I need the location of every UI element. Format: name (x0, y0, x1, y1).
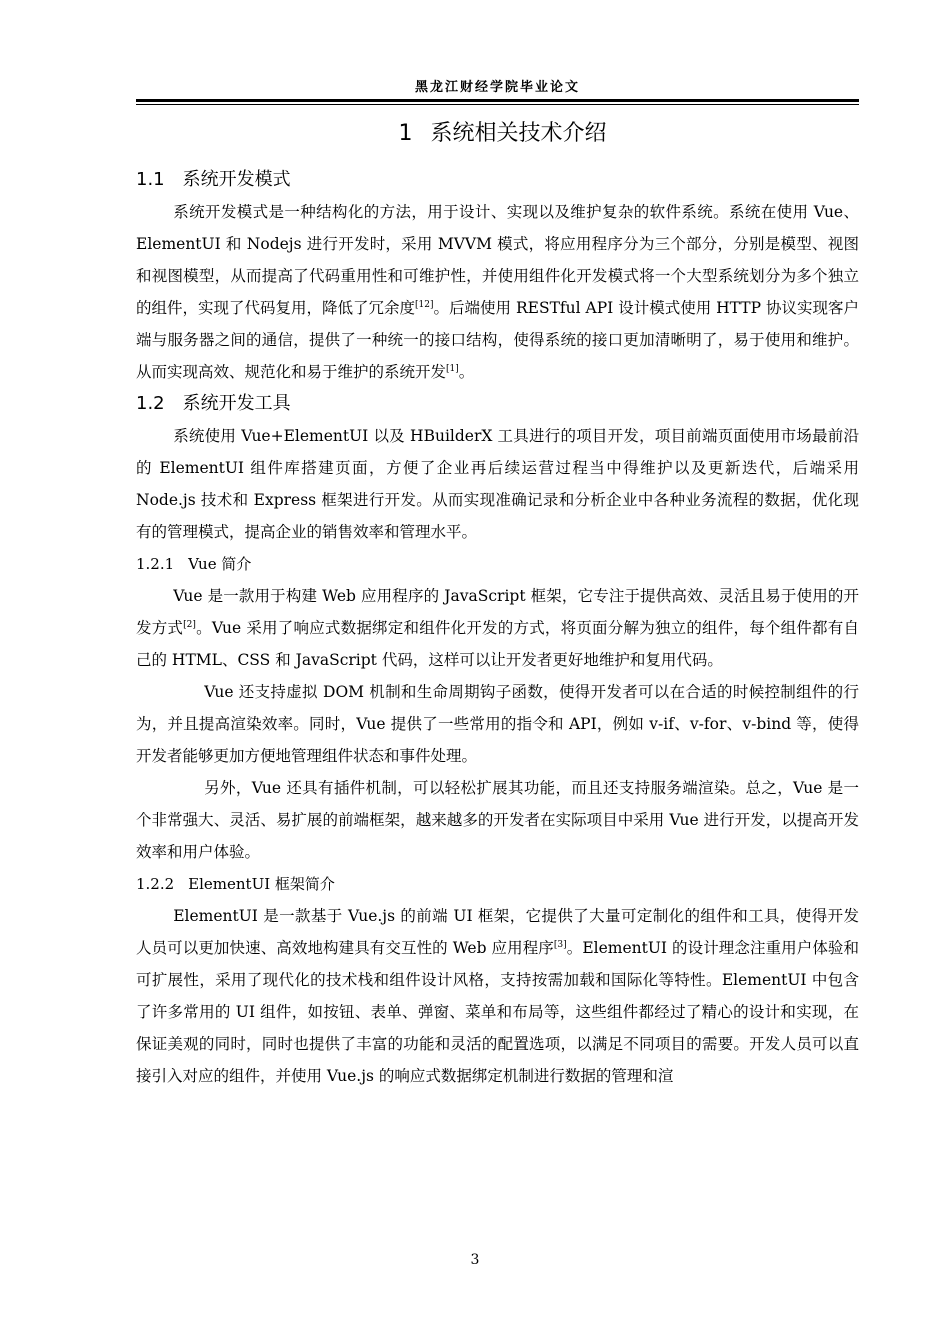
chapter-number: 1 (398, 121, 413, 146)
subsection-title: ElementUI 框架简介 (188, 875, 335, 893)
section-heading-1-1 (136, 164, 859, 196)
subsection-heading-1-2-2 (136, 868, 859, 900)
paragraph-text: ElementUI 是一款基于 Vue.js 的前端 UI 框架，它提供了大量可定制化的组件和工具，使得开发人员可以更加快速、高效地构建具有交互性的 Web 应用程序 (136, 907, 859, 957)
section-number: 1.2 (136, 393, 165, 414)
paragraph-1-2-1-b: Vue 还支持虚拟 DOM 机制和生命周期钩子函数，使得开发者可以在合适的时候控制组件的行为，并且提高渲染效率。同时，Vue 提供了一些常用的指令和 API，例如 v-if、v-for、v-bind 等，使得开发者能够更加方便地管理组件状态和事件处理。 (136, 683, 859, 765)
chapter-title: 系统相关技术介绍 (430, 121, 607, 146)
paragraph-text: 。Vue 采用了响应式数据绑定和组件化开发的方式，将页面分解为独立的组件，每个组件都有自己的 HTML、CSS 和 JavaScript 代码，这样可以让开发者更好地维护和复用代码。 (136, 619, 859, 669)
paragraph-text: 。ElementUI 的设计理念注重用户体验和可扩展性，采用了现代化的技术栈和组件设计风格，支持按需加载和国际化等特性。ElementUI 中包含了许多常用的 UI 组件，如按钮、表单、弹窗、菜单和布局等，这些组件都经过了精心的设计和实现，在保证美观的同时，同时也提供了丰富的功能和灵活的配置选项，以满足不同项目的需要。开发人员可以直接引入对应的组件，并使用 Vue.js 的响应式数据绑定机制进行数据的管理和渲 (136, 939, 860, 1085)
citation-ref: [1] (446, 363, 459, 374)
paragraph-text: 系统开发模式是一种结构化的方法，用于设计、实现以及维护复杂的软件系统。系统在使用 Vue、ElementUI 和 Nodejs 进行开发时，采用 MVVM 模式，将应用程序分为三个部分，分别是模型、视图和视图模型，从而提高了代码重用性和可维护性，并使用组件化开发模式将一个大型系统划分为多个独立的组件，实现了代码复用，降低了冗余度 (136, 203, 859, 317)
paragraph-1-1-a (136, 196, 859, 388)
running-header: 黑龙江财经学院毕业论文 (414, 80, 580, 95)
paragraph-text: Vue 是一款用于构建 Web 应用程序的 JavaScript 框架，它专注于提供高效、灵活且易于使用的开发方式 (136, 587, 859, 637)
section-heading-1-2 (136, 388, 859, 420)
subsection-number: 1.2.1 (136, 555, 175, 573)
section-title: 系统开发工具 (182, 393, 291, 414)
paragraph-1-2-1-c: 另外，Vue 还具有插件机制，可以轻松扩展其功能，而且还支持服务端渲染。总之，Vue 是一个非常强大、灵活、易扩展的前端框架，越来越多的开发者在实际项目中采用 Vue 进行开发，以提高开发效率和用户体验。 (136, 779, 859, 861)
paragraph-text: 。 (458, 363, 475, 381)
section-number: 1.1 (136, 169, 165, 190)
header-rule-thin (136, 104, 859, 105)
chapter-heading (136, 116, 859, 154)
header-rule-thick (136, 99, 859, 102)
section-title: 系统开发模式 (182, 169, 291, 190)
page-body (136, 112, 859, 1092)
subsection-heading-1-2-1 (136, 548, 859, 580)
citation-ref: [3] (553, 939, 567, 950)
subsection-number: 1.2.2 (136, 875, 175, 893)
paragraph-1-2-a: 系统使用 Vue+ElementUI 以及 HBuilderX 工具进行的项目开发，项目前端页面使用市场最前沿的 ElementUI 组件库搭建页面，方便了企业再后续运营过程当中得维护以及更新迭代，后端采用 Node.js 技术和 Express 框架进行开发。从而实现准确记录和分析企业中各种业务流程的数据，优化现有的管理模式，提高企业的销售效率和管理水平。 (136, 427, 859, 541)
subsection-title: Vue 简介 (188, 555, 252, 573)
paragraph-1-2-1-a (136, 580, 859, 676)
citation-ref: [12] (415, 299, 434, 310)
paragraph-text: 。后端使用 RESTful API 设计模式使用 HTTP 协议实现客户端与服务器之间的通信，提供了一种统一的接口结构，使得系统的接口更加清晰明了，易于使用和维护。从而实现高效、规范化和易于维护的系统开发 (136, 299, 859, 381)
page-number: 3 (470, 1252, 480, 1268)
citation-ref: [2] (183, 619, 196, 630)
paragraph-1-2-2-a (136, 900, 859, 1092)
